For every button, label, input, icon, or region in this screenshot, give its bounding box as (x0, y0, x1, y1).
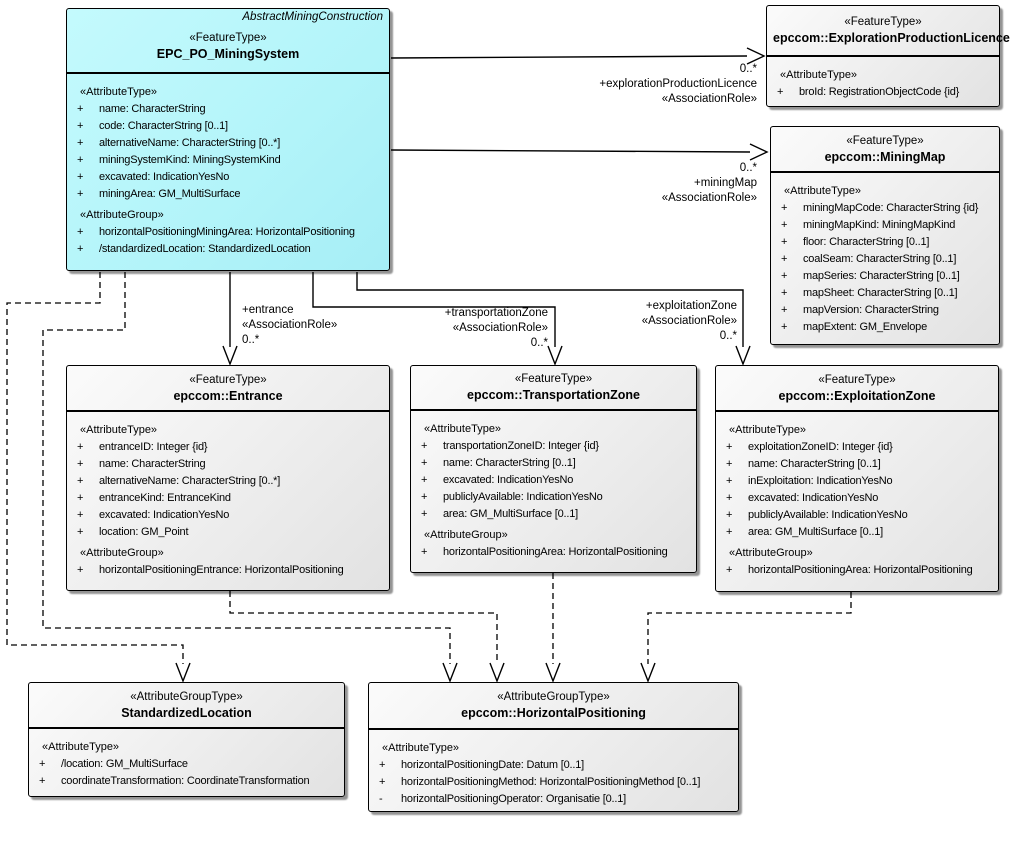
association-label-line: +entrance (242, 304, 294, 316)
visibility-marker: + (77, 458, 84, 470)
visibility-marker: + (77, 441, 84, 453)
attribute-row (75, 545, 387, 562)
visibility-marker: + (781, 321, 788, 333)
visibility-marker: + (39, 775, 46, 787)
attribute-text: excavated: IndicationYesNo (99, 509, 230, 521)
class-box-mining-map[interactable] (770, 126, 1000, 345)
abstract-parent-label: AbstractMiningConstruction (242, 11, 383, 23)
attributes-compartment (411, 411, 696, 572)
attribute-row (779, 285, 997, 302)
visibility-marker: + (777, 86, 784, 98)
attributes-compartment (716, 412, 998, 591)
attribute-text: horizontalPositioningMiningArea: HorizontalPositioning (99, 226, 355, 238)
association-label-line: 0..* (530, 337, 548, 349)
visibility-marker: + (781, 270, 788, 282)
attribute-text: miningSystemKind: MiningSystemKind (99, 154, 281, 166)
attribute-text: mapExtent: GM_Envelope (803, 321, 928, 333)
class-box-exploration-production-licence[interactable] (766, 5, 1010, 107)
visibility-marker: + (379, 759, 386, 771)
visibility-marker: + (379, 776, 386, 788)
attribute-row (419, 527, 694, 544)
association-label-line: 0..* (719, 330, 737, 342)
attribute-text: «AttributeType» (424, 423, 502, 435)
class-box-transportation-zone[interactable] (410, 365, 697, 573)
attribute-row (75, 490, 387, 507)
class-box-standardized-location[interactable] (28, 682, 345, 797)
visibility-marker: + (726, 526, 733, 538)
visibility-marker: + (77, 171, 84, 183)
visibility-marker: + (77, 188, 84, 200)
attribute-text: alternativeName: CharacterString [0..*] (99, 475, 281, 487)
stereotype-label: «AttributeGroupType» (497, 691, 610, 703)
stereotype-label: «FeatureType» (514, 373, 593, 385)
attribute-row (419, 455, 694, 472)
attribute-row (75, 152, 387, 169)
attribute-text: miningArea: GM_MultiSurface (99, 188, 241, 200)
attribute-text: area: GM_MultiSurface [0..1] (443, 508, 579, 520)
visibility-marker: + (726, 492, 733, 504)
attribute-text: name: CharacterString [0..1] (748, 458, 881, 470)
attribute-text: «AttributeType» (784, 185, 862, 197)
attribute-row (779, 251, 997, 268)
class-header-horizontal-positioning (369, 683, 738, 730)
attribute-text: location: GM_Point (99, 526, 189, 538)
attribute-text: floor: CharacterString [0..1] (803, 236, 930, 248)
attribute-row (75, 422, 387, 439)
attribute-text: excavated: IndicationYesNo (443, 474, 574, 486)
visibility-marker: + (77, 526, 84, 538)
attribute-row (724, 456, 996, 473)
attribute-text: /standardizedLocation: StandardizedLocation (99, 243, 311, 255)
attribute-row (75, 524, 387, 541)
class-header-exploration-production-licence (767, 6, 1010, 57)
visibility-marker: + (39, 758, 46, 770)
stereotype-label: «FeatureType» (818, 373, 896, 386)
attribute-row (75, 186, 387, 203)
attribute-row (75, 84, 387, 101)
attribute-row (75, 169, 387, 186)
attribute-row (37, 773, 342, 790)
visibility-marker: + (77, 475, 84, 487)
attribute-row (377, 757, 736, 774)
attribute-row (419, 438, 694, 455)
visibility-marker: + (781, 287, 788, 299)
visibility-marker: + (421, 491, 428, 503)
attribute-row (419, 489, 694, 506)
attribute-row (724, 545, 996, 562)
association-label-line: +exploitationZone (645, 300, 737, 312)
attribute-row (724, 524, 996, 541)
class-header-exploitation-zone (716, 366, 998, 412)
visibility-marker: + (421, 546, 428, 558)
open-arrowhead-entrance-horizontal-positioning (490, 663, 504, 681)
open-arrowhead-standardized-location (176, 663, 190, 681)
attribute-row (75, 439, 387, 456)
visibility-marker: + (77, 492, 84, 504)
class-name: EPC_PO_MiningSystem (156, 47, 300, 61)
stereotype-label: «FeatureType» (844, 16, 922, 28)
attribute-row (775, 67, 997, 84)
visibility-marker: + (77, 103, 84, 115)
visibility-marker: + (421, 508, 428, 520)
association-label-line: 0..* (739, 63, 757, 75)
attribute-row (377, 791, 736, 808)
association-label-line: «AssociationRole» (641, 315, 737, 327)
association-label-mining-map (560, 161, 757, 206)
association-label-transportation-zone (386, 306, 548, 351)
open-arrowhead-exploitation-zone (736, 346, 750, 364)
class-header-transportation-zone (411, 366, 696, 411)
attribute-text: «AttributeType» (729, 424, 807, 436)
class-name: StandardizedLocation (121, 705, 252, 720)
open-arrowhead-miningsystem-horizontal-positioning (443, 663, 457, 681)
attribute-text: coordinateTransformation: CoordinateTransformation (61, 775, 310, 787)
association-label-line: +explorationProductionLicence (599, 78, 757, 90)
attribute-text: miningMapCode: CharacterString {id} (803, 202, 979, 214)
attributes-compartment (67, 412, 389, 590)
attribute-text: exploitationZoneID: Integer {id} (748, 441, 893, 453)
attribute-row (779, 217, 997, 234)
attributes-compartment (767, 57, 999, 106)
attribute-row (419, 421, 694, 438)
attributes-compartment (771, 173, 999, 344)
attribute-text: horizontalPositioningArea: HorizontalPositioning (443, 546, 668, 558)
attribute-text: publiclyAvailable: IndicationYesNo (443, 491, 603, 503)
attribute-text: mapVersion: CharacterString (803, 304, 939, 316)
attribute-row (779, 183, 997, 200)
attribute-text: code: CharacterString [0..1] (99, 120, 228, 132)
attribute-row (419, 506, 694, 523)
attribute-text: «AttributeType» (80, 86, 158, 98)
attribute-text: name: CharacterString (99, 458, 206, 470)
attribute-text: excavated: IndicationYesNo (99, 171, 230, 183)
attribute-text: horizontalPositioningEntrance: HorizontalPositioning (99, 564, 344, 576)
attribute-row (75, 507, 387, 524)
attribute-text: entranceID: Integer {id} (99, 441, 208, 453)
attribute-text: alternativeName: CharacterString [0..*] (99, 137, 281, 149)
attribute-text: «AttributeGroup» (729, 547, 813, 559)
attribute-row (775, 84, 997, 101)
class-box-mining-system[interactable] (66, 8, 390, 271)
attribute-text: «AttributeGroup» (80, 547, 164, 559)
attribute-text: publiclyAvailable: IndicationYesNo (748, 509, 908, 521)
association-label-line: +transportationZone (444, 307, 548, 319)
visibility-marker: + (77, 226, 84, 238)
visibility-marker: + (781, 219, 788, 231)
attribute-row (75, 207, 387, 224)
association-line-mining-map (391, 150, 750, 152)
association-label-line: +miningMap (694, 177, 757, 189)
class-name: epccom::MiningMap (824, 149, 946, 164)
attribute-text: excavated: IndicationYesNo (748, 492, 879, 504)
class-header-entrance (67, 366, 389, 412)
attribute-row (724, 439, 996, 456)
class-header-standardized-location (29, 683, 344, 729)
attribute-text: horizontalPositioningOperator: Organisatie [0..1] (401, 793, 626, 805)
attribute-row (779, 234, 997, 251)
attribute-text: «AttributeGroup» (80, 209, 164, 221)
association-label-line: «AssociationRole» (661, 93, 757, 105)
attribute-text: /location: GM_MultiSurface (61, 758, 188, 770)
attribute-text: mapSeries: CharacterString [0..1] (803, 270, 960, 282)
attribute-row (37, 756, 342, 773)
attribute-row (75, 224, 387, 241)
attribute-text: «AttributeType» (780, 69, 858, 81)
attributes-compartment (369, 730, 738, 811)
visibility-marker: + (726, 441, 733, 453)
attribute-text: horizontalPositioningArea: HorizontalPositioning (748, 564, 973, 576)
class-name: epccom::HorizontalPositioning (461, 706, 646, 720)
attribute-text: «AttributeType» (382, 742, 460, 754)
class-name: epccom::TransportationZone (467, 388, 640, 402)
attribute-text: horizontalPositioningMethod: HorizontalPositioningMethod [0..1] (401, 776, 701, 788)
association-label-exploration-production-licence (460, 62, 757, 107)
attribute-row (75, 456, 387, 473)
attribute-row (75, 473, 387, 490)
visibility-marker: + (77, 154, 84, 166)
association-label-line: «AssociationRole» (661, 192, 757, 204)
attribute-text: miningMapKind: MiningMapKind (803, 219, 956, 231)
attribute-row (377, 774, 736, 791)
association-label-line: «AssociationRole» (242, 319, 338, 331)
stereotype-label: «AttributeGroupType» (130, 690, 243, 703)
attribute-text: mapSheet: CharacterString [0..1] (803, 287, 958, 299)
attribute-row (377, 740, 736, 757)
visibility-marker: + (77, 120, 84, 132)
class-name: epccom::Entrance (173, 388, 283, 403)
association-label-exploitation-zone (575, 299, 737, 344)
visibility-marker: + (77, 509, 84, 521)
class-header-mining-system (67, 9, 389, 74)
association-line-exploration-production-licence (391, 56, 747, 58)
visibility-marker: + (726, 509, 733, 521)
attribute-row (75, 118, 387, 135)
attribute-row (75, 562, 387, 579)
visibility-marker: + (726, 458, 733, 470)
attribute-row (75, 101, 387, 118)
attribute-text: horizontalPositioningDate: Datum [0..1] (401, 759, 584, 771)
attribute-text: transportationZoneID: Integer {id} (443, 440, 599, 452)
stereotype-label: «FeatureType» (189, 32, 267, 44)
attribute-text: «AttributeType» (42, 741, 120, 753)
visibility-marker: + (781, 304, 788, 316)
visibility-marker: + (726, 564, 733, 576)
visibility-marker: + (77, 243, 84, 255)
attribute-text: name: CharacterString (99, 103, 206, 115)
attribute-text: «AttributeType» (80, 424, 158, 436)
attribute-row (724, 507, 996, 524)
attribute-row (724, 473, 996, 490)
attribute-row (724, 422, 996, 439)
attribute-text: broId: RegistrationObjectCode {id} (799, 86, 960, 98)
class-box-horizontal-positioning[interactable] (368, 682, 739, 812)
attribute-row (37, 739, 342, 756)
stereotype-label: «FeatureType» (846, 134, 924, 147)
visibility-marker: + (421, 440, 428, 452)
attribute-text: entranceKind: EntranceKind (99, 492, 231, 504)
visibility-marker: + (421, 457, 428, 469)
dependency-line-exploitation-horizontal-positioning (648, 592, 851, 664)
association-label-line: 0..* (739, 162, 757, 174)
visibility-marker: + (781, 236, 788, 248)
attribute-text: name: CharacterString [0..1] (443, 457, 576, 469)
attribute-row (419, 544, 694, 561)
attribute-row (724, 562, 996, 579)
visibility-marker: + (726, 475, 733, 487)
open-arrowhead-exploitation-horizontal-positioning (641, 663, 655, 681)
visibility-marker: + (77, 564, 84, 576)
open-arrowhead-mining-map (750, 144, 767, 160)
open-arrowhead-transportation-zone (548, 346, 562, 364)
association-label-line: «AssociationRole» (452, 322, 548, 334)
association-label-line: 0..* (242, 334, 260, 346)
attribute-row (779, 200, 997, 217)
attribute-row (419, 472, 694, 489)
attribute-text: «AttributeGroup» (424, 529, 508, 541)
attribute-row (779, 268, 997, 285)
visibility-marker: + (77, 137, 84, 149)
attributes-compartment (67, 74, 389, 270)
attribute-text: area: GM_MultiSurface [0..1] (748, 526, 884, 538)
attribute-row (779, 319, 997, 336)
visibility-marker: - (379, 793, 383, 805)
class-name: epccom::ExplorationProductionLicence (773, 31, 1010, 45)
attribute-text: coalSeam: CharacterString [0..1] (803, 253, 957, 265)
class-box-exploitation-zone[interactable] (715, 365, 999, 592)
open-arrowhead-entrance (223, 346, 237, 364)
attribute-text: inExploitation: IndicationYesNo (748, 475, 893, 487)
class-name: epccom::ExploitationZone (778, 388, 936, 403)
attribute-row (75, 135, 387, 152)
class-box-entrance[interactable] (66, 365, 390, 591)
class-header-mining-map (771, 127, 999, 173)
stereotype-label: «FeatureType» (189, 373, 267, 386)
attribute-row (724, 490, 996, 507)
attribute-row (75, 241, 387, 258)
visibility-marker: + (781, 253, 788, 265)
visibility-marker: + (421, 474, 428, 486)
open-arrowhead-transportation-horizontal-positioning (546, 663, 560, 681)
attribute-row (779, 302, 997, 319)
attributes-compartment (29, 729, 344, 796)
visibility-marker: + (781, 202, 788, 214)
